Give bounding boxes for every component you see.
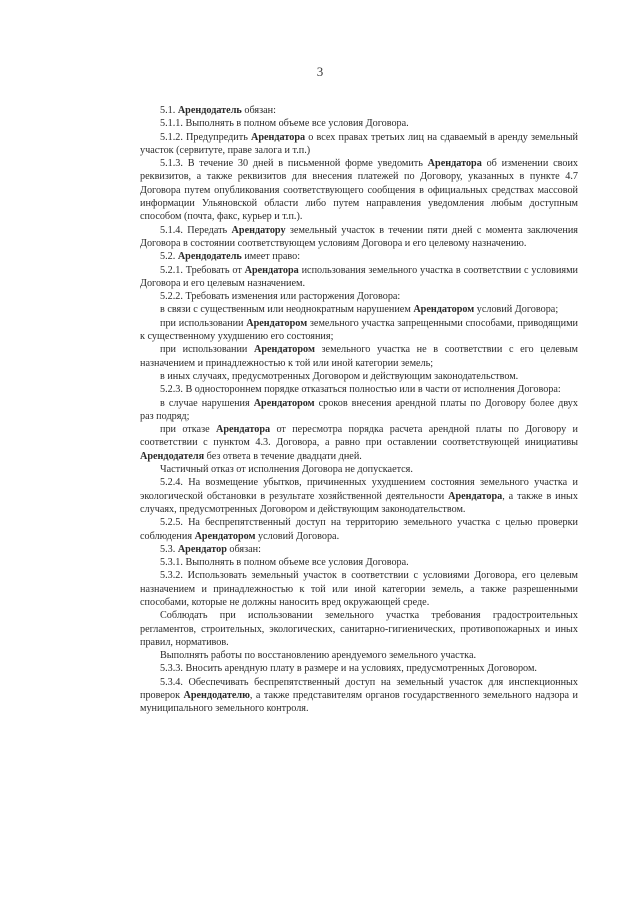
paragraph [140,556,578,569]
party-name-bold: Арендодатель [177,251,242,263]
paragraph-text: 5.2.3. В одностороннем порядке отказаться полностью или в части от исполнения Договора: [160,384,561,396]
paragraph-text: 5.3. [160,543,178,555]
paragraph-text: 5.2.5. На беспрепятственный доступ на территорию земельного участка с целью проверки соблюдения [140,517,578,542]
party-name-bold: Арендатора [244,264,299,276]
party-name-bold: Арендатором [194,530,256,542]
paragraph-text: 5.2. [160,251,178,263]
paragraph [140,290,578,303]
paragraph-text: , а также представителям органов государственного земельного надзора и муниципального земельного контроля. [140,690,578,715]
paragraph-text: от пересмотра порядка расчета арендной платы по Договору и соответствии с пунктом 4.3. Договора, а равно при оставлении соответствующей инициативы [140,424,578,449]
paragraph [140,569,578,609]
paragraph-text: земельный участок в течении пяти дней с момента заключения Договора в состоянии соответствующем условиям Договора и его целевому назначению. [140,224,578,249]
paragraph [140,317,578,344]
paragraph [140,117,578,130]
paragraph [140,224,578,251]
paragraph [140,383,578,396]
paragraph-text: 5.3.3. Вносить арендную плату в размере и на условиях, предусмотренных Договором. [160,663,537,675]
paragraph [140,343,578,370]
paragraph-text: в иных случаях, предусмотренных Договором и действующим законодательством. [160,370,519,382]
paragraph [140,157,578,223]
paragraph-text: без ответа в течение двадцати дней. [204,450,362,462]
paragraph [140,397,578,424]
paragraph-text: 5.2.4. На возмещение убытков, причиненных ухудшением состояния земельного участка и экологической обстановки в результате хозяйственной деятельности [140,477,578,502]
paragraph [140,543,578,556]
paragraph-text: при использовании [160,317,247,329]
paragraph-text: сроков внесения арендной платы по Договору более двух раз подряд; [140,397,578,422]
paragraph-text: 5.1. [160,105,178,116]
paragraph-text: 5.3.4. Обеспечивать беспрепятственный доступ на земельный участок для инспекционных проверок [140,676,578,702]
party-name-bold: Арендодателя [140,450,205,462]
paragraph-text: в связи с существенным или неоднократным нарушением [160,304,414,316]
paragraph-text: имеет право: [241,251,301,263]
party-name-bold: Арендатора [427,158,482,170]
party-name-bold: Арендатором [254,344,315,356]
paragraph [140,104,578,117]
document-body [140,104,578,716]
paragraph-text: обязан: [241,105,276,116]
party-name-bold: Арендодателю [183,690,250,702]
paragraph-text: обязан: [226,543,261,555]
paragraph [140,516,578,543]
paragraph-text: использования земельного участка в соответствии с условиями Договора и его целевым назначением. [140,264,578,289]
paragraph [140,676,578,716]
paragraph [140,662,578,675]
paragraph-text: 5.1.4. Передать [160,224,232,236]
party-name-bold: Арендодатель [177,105,242,116]
paragraph [140,131,578,158]
paragraph-text: земельного участка запрещенными способами, приводящими к существенному ухудшению его состояния; [140,317,578,343]
party-name-bold: Арендатора [448,490,503,502]
paragraph [140,370,578,383]
party-name-bold: Арендатором [413,304,475,316]
party-name-bold: Арендатору [231,224,286,236]
party-name-bold: Арендатором [253,397,315,409]
paragraph [140,476,578,516]
paragraph-text: 5.2.2. Требовать изменения или расторжения Договора: [160,291,401,303]
paragraph-text: условий Договора. [255,530,340,542]
paragraph-text: Частичный отказ от исполнения Договора не допускается. [160,464,413,476]
paragraph-text: 5.3.1. Выполнять в полном объеме все условия Договора. [160,557,409,569]
paragraph-text: при использовании [160,344,255,356]
paragraph-text: 5.3.2. Использовать земельный участок в соответствии с условиями Договора, его целевым назначением и принадлежностью к той или иной категории земель, а также разрешенными способами, которые не должны наносить вред окружающей среде. [140,570,578,608]
paragraph-text: условий Договора; [474,304,559,316]
page-number: 3 [316,64,324,79]
paragraph-text: об изменении своих реквизитов, а также реквизитов для внесения платежей по Договору, указанных в пункте 4.7 Договора путем опубликования соответствующего сообщения в официальных средствах массовой информации Ульяновской области либо путем направления уведомления любым доступным способом (почта, факс, курьер и т.п.). [140,158,578,223]
party-name-bold: Арендатором [246,317,308,329]
paragraph [140,303,578,316]
party-name-bold: Арендатора [250,131,306,143]
paragraph [140,649,578,662]
paragraph-text: 5.2.1. Требовать от [160,264,245,276]
paragraph-text: при отказе [160,424,216,436]
paragraph-text: земельного участка не в соответствии с его целевым назначением и принадлежностью к той или иной категории земель; [140,344,578,369]
paragraph-text: о всех правах третьих лиц на сдаваемый в аренду земельный участок (сервитуте, праве залога и т.п.) [140,131,578,156]
paragraph [140,463,578,476]
paragraph [140,264,578,291]
paragraph-text: 5.1.3. В течение 30 дней в письменной форме уведомить [160,158,428,170]
paragraph-text: 5.1.2. Предупредить [160,131,251,143]
paragraph [140,250,578,263]
paragraph [140,609,578,649]
paragraph [140,423,578,463]
paragraph-text: Соблюдать при использовании земельного участка требования градостроительных регламентов, строительных, экологических, санитарно-гигиенических, противопожарных и иных правил, нормативов. [140,610,578,648]
paragraph-text: Выполнять работы по восстановлению арендуемого земельного участка. [160,650,477,662]
paragraph-text: , а также в иных случаях, предусмотренных Договором и действующим законодательством. [140,490,578,515]
paragraph-text: 5.1.1. Выполнять в полном объеме все условия Договора. [160,118,409,130]
party-name-bold: Арендатора [215,424,271,436]
paragraph-text: в случае нарушения [160,397,254,409]
party-name-bold: Арендатор [177,543,227,555]
